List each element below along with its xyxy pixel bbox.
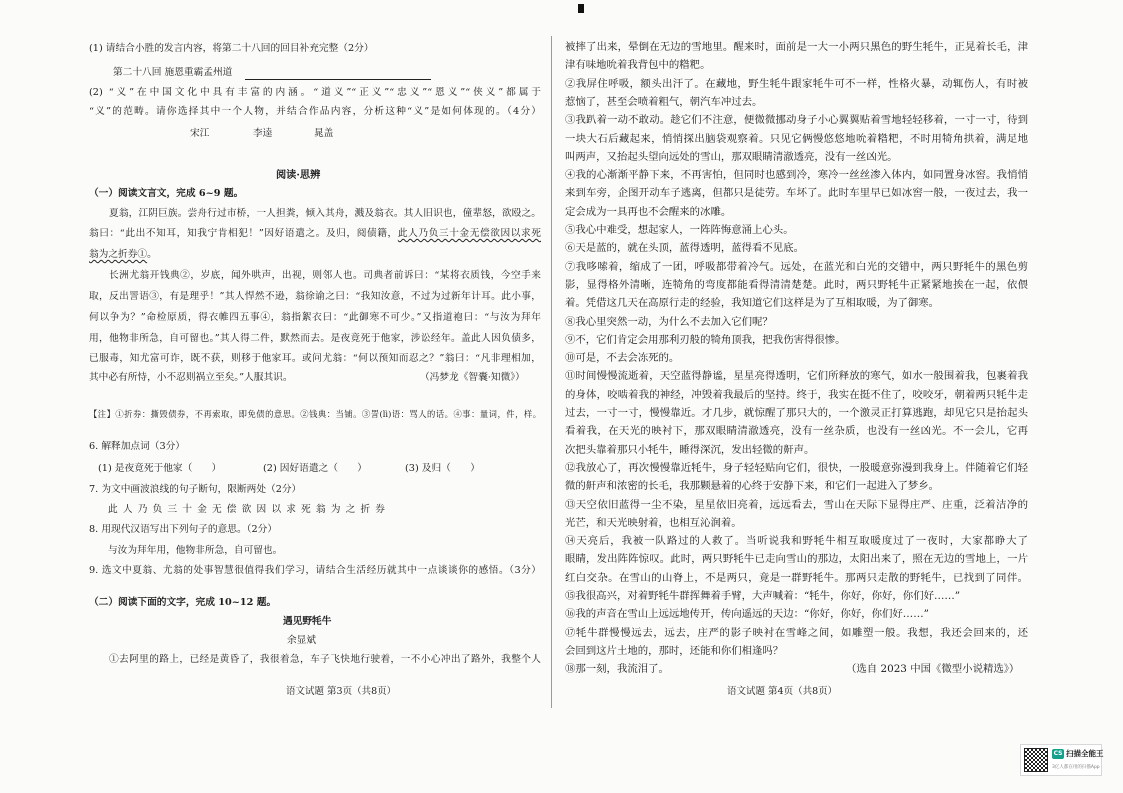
q2-line: (2) “义”在中国文化中具有丰富的内涵。“道义”“正义”“忠义”“恩义”“侠义”都属于 — [89, 87, 541, 98]
passage-source: （冯梦龙《智囊·知微》） — [420, 372, 525, 383]
story-line: ⑨不，它们肯定会用那利刃般的犄角顶我，把我伤害得很惨。 — [565, 334, 846, 346]
story-line: ⑧我心里突然一动，为什么不去加入它们呢？ — [565, 316, 773, 328]
character-option: 李逵 — [253, 128, 273, 139]
q6-prompt: 6. 解释加点词（3分） — [89, 441, 185, 452]
q1-prompt: (1) 请结合小胜的发言内容，将第二十八回的回目补充完整（2分） — [89, 43, 374, 54]
story-line: 来到车旁，企图开动车子逃离，但都只是徒劳。车坏了。此时车里早已如冰窖一般，一夜过去，我一 — [565, 187, 1028, 199]
story-line: 微的鼾声和浓密的长毛，我那颗悬着的心终于安静下来，和它们一起进入了梦乡。 — [565, 480, 940, 492]
story-line: 眼睛，发出阵阵惊叹。此时，两只野牦牛已走向雪山的那边，太阳出来了，照在无边的雪地上，一片 — [565, 553, 1028, 565]
annotation-notes: 【注】①折券：撕毁债券，不再索取，即免债的意思。②钱典：当铺。③詈(lì)语：骂人的话。④事：量词，件，样。 — [89, 409, 541, 419]
story-line: 惹恼了，甚至会喷着粗气，朝汽车冲过去。 — [565, 96, 763, 108]
q2-line: “义”的范畴。请你选择其中一个人物，并结合作品内容，分析这种“义”是如何体现的。（4分） — [89, 106, 541, 117]
story-line: ⑫我放心了，再次慢慢靠近牦牛，身子轻轻贴向它们，很快，一股暖意弥漫到我身上。伴随着它们轻 — [565, 462, 1028, 474]
passage-line — [89, 248, 157, 264]
passage-line: 夏翁，江阴巨族。尝舟行过市桥，一人担粪，倾入其舟，溅及翁衣。其人旧识也，僮辈怒，欲殴之。 — [109, 208, 541, 219]
q6-item: (1) 是夜竟死于他家（ ） — [98, 463, 222, 474]
q6-item: (2) 因好语遣之（ ） — [263, 463, 367, 474]
story-line: ⑭天亮后，我被一队路过的人救了。当听说我和野牦牛相互取暖度过了一夜时，大家都睁大了 — [565, 535, 1028, 547]
story-line: ⑦我哆嗦着，缩成了一团，呼吸都带着冷气。远处，在蓝光和白光的交错中，两只野牦牛的黑色剪 — [565, 261, 1028, 273]
story-line: 过去，一寸一寸，慢慢靠近。才几步，就惊醒了那只大的，一个激灵正打算逃跑，却见它只是抬起头 — [565, 407, 1028, 419]
story-line: ⑰牦牛群慢慢远去，远去，庄严的影子映衬在雪峰之间，如雕塑一般。我想，我还会回来的，还 — [565, 627, 1028, 639]
story-line: ⑱那一刻，我流泪了。 — [565, 663, 669, 675]
passage-line: 长洲尤翁开钱典②，岁底，闻外哄声，出视，则邻人也。司典者前诉曰：“某将衣质钱，今空手来 — [109, 270, 541, 281]
story-line: 看着我，在天光的映衬下，那双眼睛清澈透亮，没有一丝杂质，也没有一丝凶光。不一会儿，它再 — [565, 425, 1028, 437]
part2-heading: （二）阅读下面的文字，完成 10~12 题。 — [89, 597, 277, 608]
story-title: 遇见野牦牛 — [283, 616, 332, 627]
story-line: 影，显得格外清晰，连犄角的弯度都能看得清清楚楚。此时，两只野牦牛正紧紧地挨在一起，依偎 — [565, 279, 1028, 291]
passage-line: 何以争为？”命检原质，得衣帷四五事④，翁指絮衣曰：“此御寒不可少。”又指道袍曰：“与汝为拜年 — [89, 312, 541, 323]
story-line: 着。凭借这几天在高原行走的经验，我知道它们这样是为了互相取暖，为了御寒。 — [565, 297, 940, 309]
passage-text: 。 — [147, 249, 157, 260]
scanner-app-tagline: 3亿人都在用的扫描App — [1052, 765, 1100, 770]
story-line: ⑮我很高兴，对着野牦牛群挥舞着手臂，大声喊着：“牦牛，你好，你好，你们好……” — [565, 590, 961, 602]
story-line: ⑩可是，不去会冻死的。 — [565, 352, 680, 364]
story-line: 一块大石后藏起来，悄悄探出脑袋观察着。只见它俩慢悠悠地吮着糌粑，不时用犄角拱着，满足地 — [565, 133, 1028, 145]
story-line: ⑤我心中难受，想起家人，一阵阵悔意涌上心头。 — [565, 224, 794, 236]
story-line: ①去阿里的路上，已经是黄昏了，我很着急，车子飞快地行驶着，一不小心冲出了路外，我整个人 — [109, 654, 541, 665]
page-footer: 语文试题 第3页（共8页） — [286, 686, 397, 697]
story-line: 被摔了出来，晕倒在无边的雪地里。醒来时，面前是一大一小两只黑色的野生牦牛，正晃着长毛，津 — [565, 41, 1028, 53]
scanner-app-badge — [1020, 744, 1102, 776]
story-line: 津有味地吮着我背包中的糌粑。 — [565, 59, 711, 71]
q1-chapter: 第二十八回 施恩重霸孟州道 — [113, 67, 233, 78]
story-line: 红白交杂。在雪山的山脊上，不是两只，竟是一群野牦牛。那两只走散的野牦牛，已找到了同伴。 — [565, 572, 1028, 584]
part1-heading: （一）阅读文言文，完成 6~9 题。 — [89, 188, 244, 199]
story-line: ⑥天是蓝的，就在头顶，蓝得透明，蓝得看不见底。 — [565, 242, 804, 254]
camscanner-logo-icon: CS — [1053, 750, 1063, 757]
story-line: 光芒，和天光映射着，也相互沁润着。 — [565, 517, 742, 529]
q6-item: (3) 及归（ ） — [405, 463, 480, 474]
story-line: ⑪时间慢慢流逝着，天空蓝得静谧，星星亮得透明，它们所释放的寒气，如水一般围着我，包裹着我 — [565, 370, 1028, 382]
wavy-underlined-sentence: 翁为之折券① — [89, 249, 148, 260]
page-footer: 语文试题 第4页（共8页） — [727, 686, 838, 697]
passage-line: 其中必有所恃，小不忍则祸立至矣。”人服其识。 — [89, 372, 293, 383]
story-line: ④我的心渐渐平静下来，不再害怕，但同时也感到冷，寒冷一丝丝渗入体内，如同置身冰窖。我悄悄 — [565, 169, 1028, 181]
passage-line: 取，反出詈语③，有是理乎！”其人悍然不逊，翁徐谕之曰：“我知汝意，不过为过新年计耳。此小事， — [89, 291, 541, 302]
q8-sentence: 与汝为拜年用，他物非所急，自可留也。 — [108, 545, 283, 556]
passage-text: 翁曰：“此出不知耳，知我宁肯相犯！”因好语遣之。及归，阅债籍， — [89, 228, 398, 239]
story-line: ②我屏住呼吸，额头出汗了。在藏地，野生牦牛跟家牦牛可不一样，性格火暴，动辄伤人，有时被 — [565, 78, 1028, 90]
scan-mark — [578, 4, 584, 13]
story-line: 会回到这片土地的，那时，还能和你们相逢吗？ — [565, 645, 784, 657]
character-option: 宋江 — [190, 128, 210, 139]
story-line: ③我趴着一动不敢动。趁它们不注意，便微微挪动身子小心翼翼贴着雪地轻轻移着，一寸一寸，待到 — [565, 114, 1028, 126]
story-source: （选自 2023 中国《微型小说精选》） — [846, 663, 1020, 675]
story-line: ⑬天空依旧蓝得一尘不染，星星依旧亮着，远远看去，雪山在天际下显得庄严、庄重，泛着洁净的 — [565, 499, 1028, 511]
page-divider — [551, 36, 552, 708]
passage-line: 用，他物非所急，自可留也。”其人得二件，默然而去。是夜竟死于他家，涉讼经年。盖此人因负债多， — [89, 333, 541, 344]
story-line: 的身体，咬啮着我的神经，冲毁着我最后的坚持。终于，我实在挺不住了，咬咬牙，朝着两只牦牛走 — [565, 389, 1028, 401]
story-line: ⑯我的声音在雪山上远远地传开，传向遥远的天边：“你好，你好，你们好……” — [565, 608, 929, 620]
story-line: 次把头靠着那只小牦牛，睡得深沉，发出轻微的鼾声。 — [565, 444, 815, 456]
passage-line — [89, 227, 541, 243]
q7-sentence: 此 人 乃 负 三 十 金 无 偿 欲 因 以 求 死 翁 为 之 折 券 — [108, 504, 385, 515]
story-line: 叫两声，又抬起头望向远处的雪山，那双眼睛清澈透亮，没有一丝凶光。 — [565, 151, 898, 163]
character-option: 晁盖 — [314, 128, 334, 139]
q8-prompt: 8. 用现代汉语写出下列句子的意思。（2分） — [89, 524, 278, 535]
scanner-app-name: 扫描全能王 — [1066, 749, 1104, 758]
story-author: 余显斌 — [287, 635, 317, 646]
q7-prompt: 7. 为文中画波浪线的句子断句，限断两处（2分） — [89, 484, 302, 495]
q1-answer-blank[interactable] — [245, 79, 431, 80]
section-title: 阅读·思辨 — [276, 169, 321, 181]
qr-code-icon — [1024, 748, 1048, 772]
passage-line: 已服毒，知尤富可诈，既不获，则移于他家耳。或问尤翁：“何以预知而忍之？”翁曰：“凡非理相加， — [89, 353, 541, 364]
wavy-underlined-sentence: 此人乃负三十金无偿欲因以求死 — [397, 228, 541, 239]
story-line: 定会成为一具再也不会醒来的冰雕。 — [565, 206, 732, 218]
q9-prompt: 9. 选文中夏翁、尤翁的处事智慧很值得我们学习，请结合生活经历就其中一点谈谈你的感悟。（3分） — [89, 565, 541, 576]
